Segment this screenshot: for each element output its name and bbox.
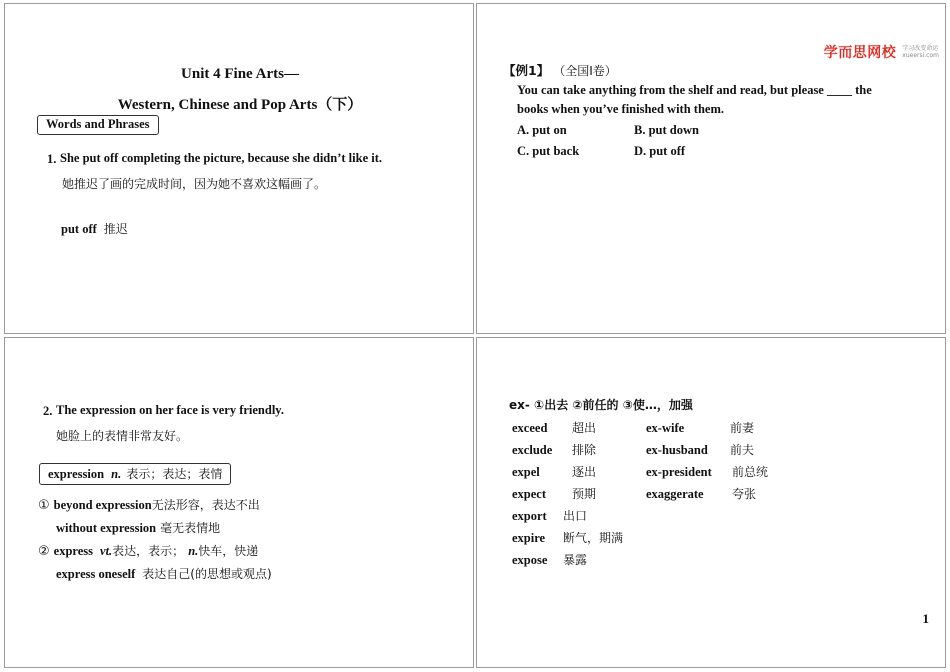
slide-3 [4,337,474,668]
option-a: A. put on [517,123,567,137]
logo-text: 学而思网校 [823,45,897,61]
word-english: exclude [512,443,553,457]
phrase-english: put off [61,222,97,236]
word-english: expect [512,487,547,501]
usage-1b-chinese: 毫无表情地 [160,521,221,535]
slide-2 [476,3,946,334]
box-meaning: 表示；表达；表情 [126,467,223,481]
usage-2b-english: express oneself [56,567,136,581]
word-english: ex-wife [646,421,685,435]
option-c: C. put back [517,144,580,158]
usage-2-meaning-vt: 表达，表示； [112,544,185,558]
logo-side-text [902,45,939,59]
word-row-ex-wife [646,419,754,437]
word-chinese: 逐出 [572,465,597,479]
word-row-exceed [512,419,596,437]
sentence-2-english: The expression on her face is very friendly. [56,403,284,417]
unit-title-line1: Unit 4 Fine Arts— [181,66,299,82]
usage-2b [56,565,272,583]
option-b: B. put down [634,123,699,137]
word-row-expose [512,551,587,569]
word-english: expire [512,531,546,545]
item-number-2: 2. [43,404,53,418]
sentence-2-chinese: 她脸上的表情非常友好。 [56,429,189,443]
word-row-exclude [512,441,596,459]
word-chinese: 前总统 [732,465,769,479]
question-line-1: You can take anything from the shelf and read, but please ____ the [517,83,872,97]
word-chinese: 超出 [572,421,597,435]
slide-4 [476,337,946,668]
usage-2-mark: ② [38,544,50,559]
sentence-1-english: She put off completing the picture, because she didn’t like it. [60,151,382,165]
box-word: expression [48,467,105,481]
word-row-expel [512,463,596,481]
word-chinese: 夸张 [732,487,757,501]
question-line-2: books when you’ve finished with them. [517,102,724,116]
word-english: expose [512,553,548,567]
example-header [503,61,617,80]
xueersi-logo [824,42,939,62]
word-chinese: 排除 [572,443,597,457]
usage-1b-english: without expression [56,521,157,535]
usage-2-english: express [53,544,94,558]
usage-1b [56,519,220,537]
logo-url: xueersi.com [902,52,939,59]
section-label-box: Words and Phrases [37,115,159,135]
unit-title-line2: Western, Chinese and Pop Arts（下） [117,97,363,113]
phrase-chinese: 推迟 [103,222,128,236]
usage-1-mark: ① [38,498,50,513]
usage-2b-chinese: 表达自己(的思想或观点) [142,567,272,581]
option-d: D. put off [634,144,686,158]
word-chinese: 出口 [563,509,588,523]
expression-box [39,463,231,485]
word-chinese: 断气，期满 [563,531,624,545]
word-row-ex-husband [646,441,754,459]
word-english: exaggerate [646,487,704,501]
example-source: （全国I卷） [553,64,617,78]
prefix-header-text: ex- ①出去 ②前任的 ③使…，加强 [509,398,693,412]
usage-1 [38,496,260,514]
example-label: 【例1】 [503,63,550,78]
usage-2-pos-vt: vt. [100,544,113,558]
prefix-header [509,396,693,413]
usage-1-english: beyond expression [53,498,152,512]
box-pos: n. [111,467,122,481]
slide-1 [4,3,474,334]
word-english: ex-husband [646,443,708,457]
word-english: expel [512,465,540,479]
word-row-expire [512,529,623,547]
word-chinese: 前夫 [730,443,755,457]
logo-slogan: 学习改变命运 [902,45,939,52]
word-row-expect [512,485,596,503]
word-chinese: 暴露 [563,553,588,567]
word-row-export [512,507,587,525]
word-english: ex-president [646,465,712,479]
word-english: exceed [512,421,548,435]
usage-2-meaning-n: 快车，快递 [198,544,259,558]
usage-2 [38,542,258,560]
page-number: 1 [922,611,929,626]
usage-2-pos-n: n. [188,544,199,558]
item-number-1: 1. [47,152,57,166]
word-row-ex-president [646,463,768,481]
word-chinese: 前妻 [730,421,755,435]
phrase-put-off [61,220,128,238]
sentence-1-chinese: 她推迟了画的完成时间，因为她不喜欢这幅画了。 [62,177,327,191]
word-row-exaggerate [646,485,756,503]
word-chinese: 预期 [572,487,597,501]
usage-1-chinese: 无法形容，表达不出 [151,498,260,512]
word-english: export [512,509,547,523]
